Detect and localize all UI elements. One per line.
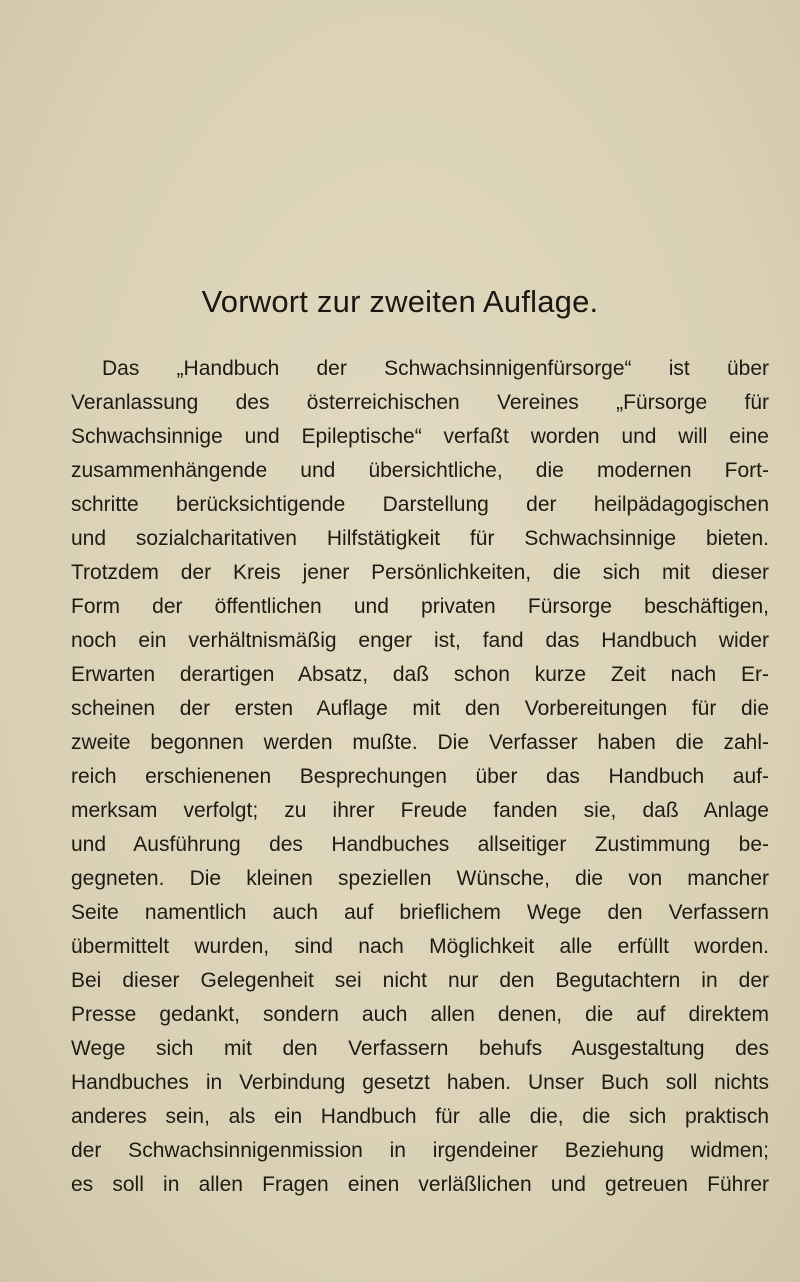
- text-line: schritte berücksichtigende Darstellung der heilpädagogischen: [71, 493, 769, 516]
- text-line: Schwachsinnige und Epileptische“ verfaßt worden und will eine: [71, 425, 769, 448]
- text-line: Das „Handbuch der Schwachsinnigenfürsorge“ ist über: [102, 357, 769, 380]
- text-line: übermittelt wurden, sind nach Möglichkeit alle erfüllt worden.: [71, 935, 769, 958]
- text-line: zweite begonnen werden mußte. Die Verfasser haben die zahl-: [71, 731, 769, 754]
- text-line: Presse gedankt, sondern auch allen denen, die auf direktem: [71, 1003, 769, 1026]
- text-line: Erwarten derartigen Absatz, daß schon kurze Zeit nach Er-: [71, 663, 769, 686]
- text-line: Handbuches in Verbindung gesetzt haben. Unser Buch soll nichts: [71, 1071, 769, 1094]
- text-line: merksam verfolgt; zu ihrer Freude fanden sie, daß Anlage: [71, 799, 769, 822]
- text-line: der Schwachsinnigenmission in irgendeiner Beziehung widmen;: [71, 1139, 769, 1162]
- text-line: Trotzdem der Kreis jener Persönlichkeiten, die sich mit dieser: [71, 561, 769, 584]
- text-line: scheinen der ersten Auflage mit den Vorbereitungen für die: [71, 697, 769, 720]
- text-line: Seite namentlich auch auf brieflichem Wege den Verfassern: [71, 901, 769, 924]
- text-line: Bei dieser Gelegenheit sei nicht nur den Begutachtern in der: [71, 969, 769, 992]
- text-line: zusammenhängende und übersichtliche, die modernen Fort-: [71, 459, 769, 482]
- text-line: und Ausführung des Handbuches allseitiger Zustimmung be-: [71, 833, 769, 856]
- text-line: reich erschienenen Besprechungen über das Handbuch auf-: [71, 765, 769, 788]
- text-line: noch ein verhältnismäßig enger ist, fand das Handbuch wider: [71, 629, 769, 652]
- text-line: gegneten. Die kleinen speziellen Wünsche, die von mancher: [71, 867, 769, 890]
- text-line: Wege sich mit den Verfassern behufs Ausgestaltung des: [71, 1037, 769, 1060]
- text-line: und sozialcharitativen Hilfstätigkeit für Schwachsinnige bieten.: [71, 527, 769, 550]
- text-line: anderes sein, als ein Handbuch für alle die, die sich praktisch: [71, 1105, 769, 1128]
- text-line: Form der öffentlichen und privaten Fürsorge beschäftigen,: [71, 595, 769, 618]
- text-line: Veranlassung des österreichischen Vereines „Fürsorge für: [71, 391, 769, 414]
- text-line: es soll in allen Fragen einen verläßlichen und getreuen Führer: [71, 1173, 769, 1196]
- page-title: Vorwort zur zweiten Auflage.: [201, 284, 599, 319]
